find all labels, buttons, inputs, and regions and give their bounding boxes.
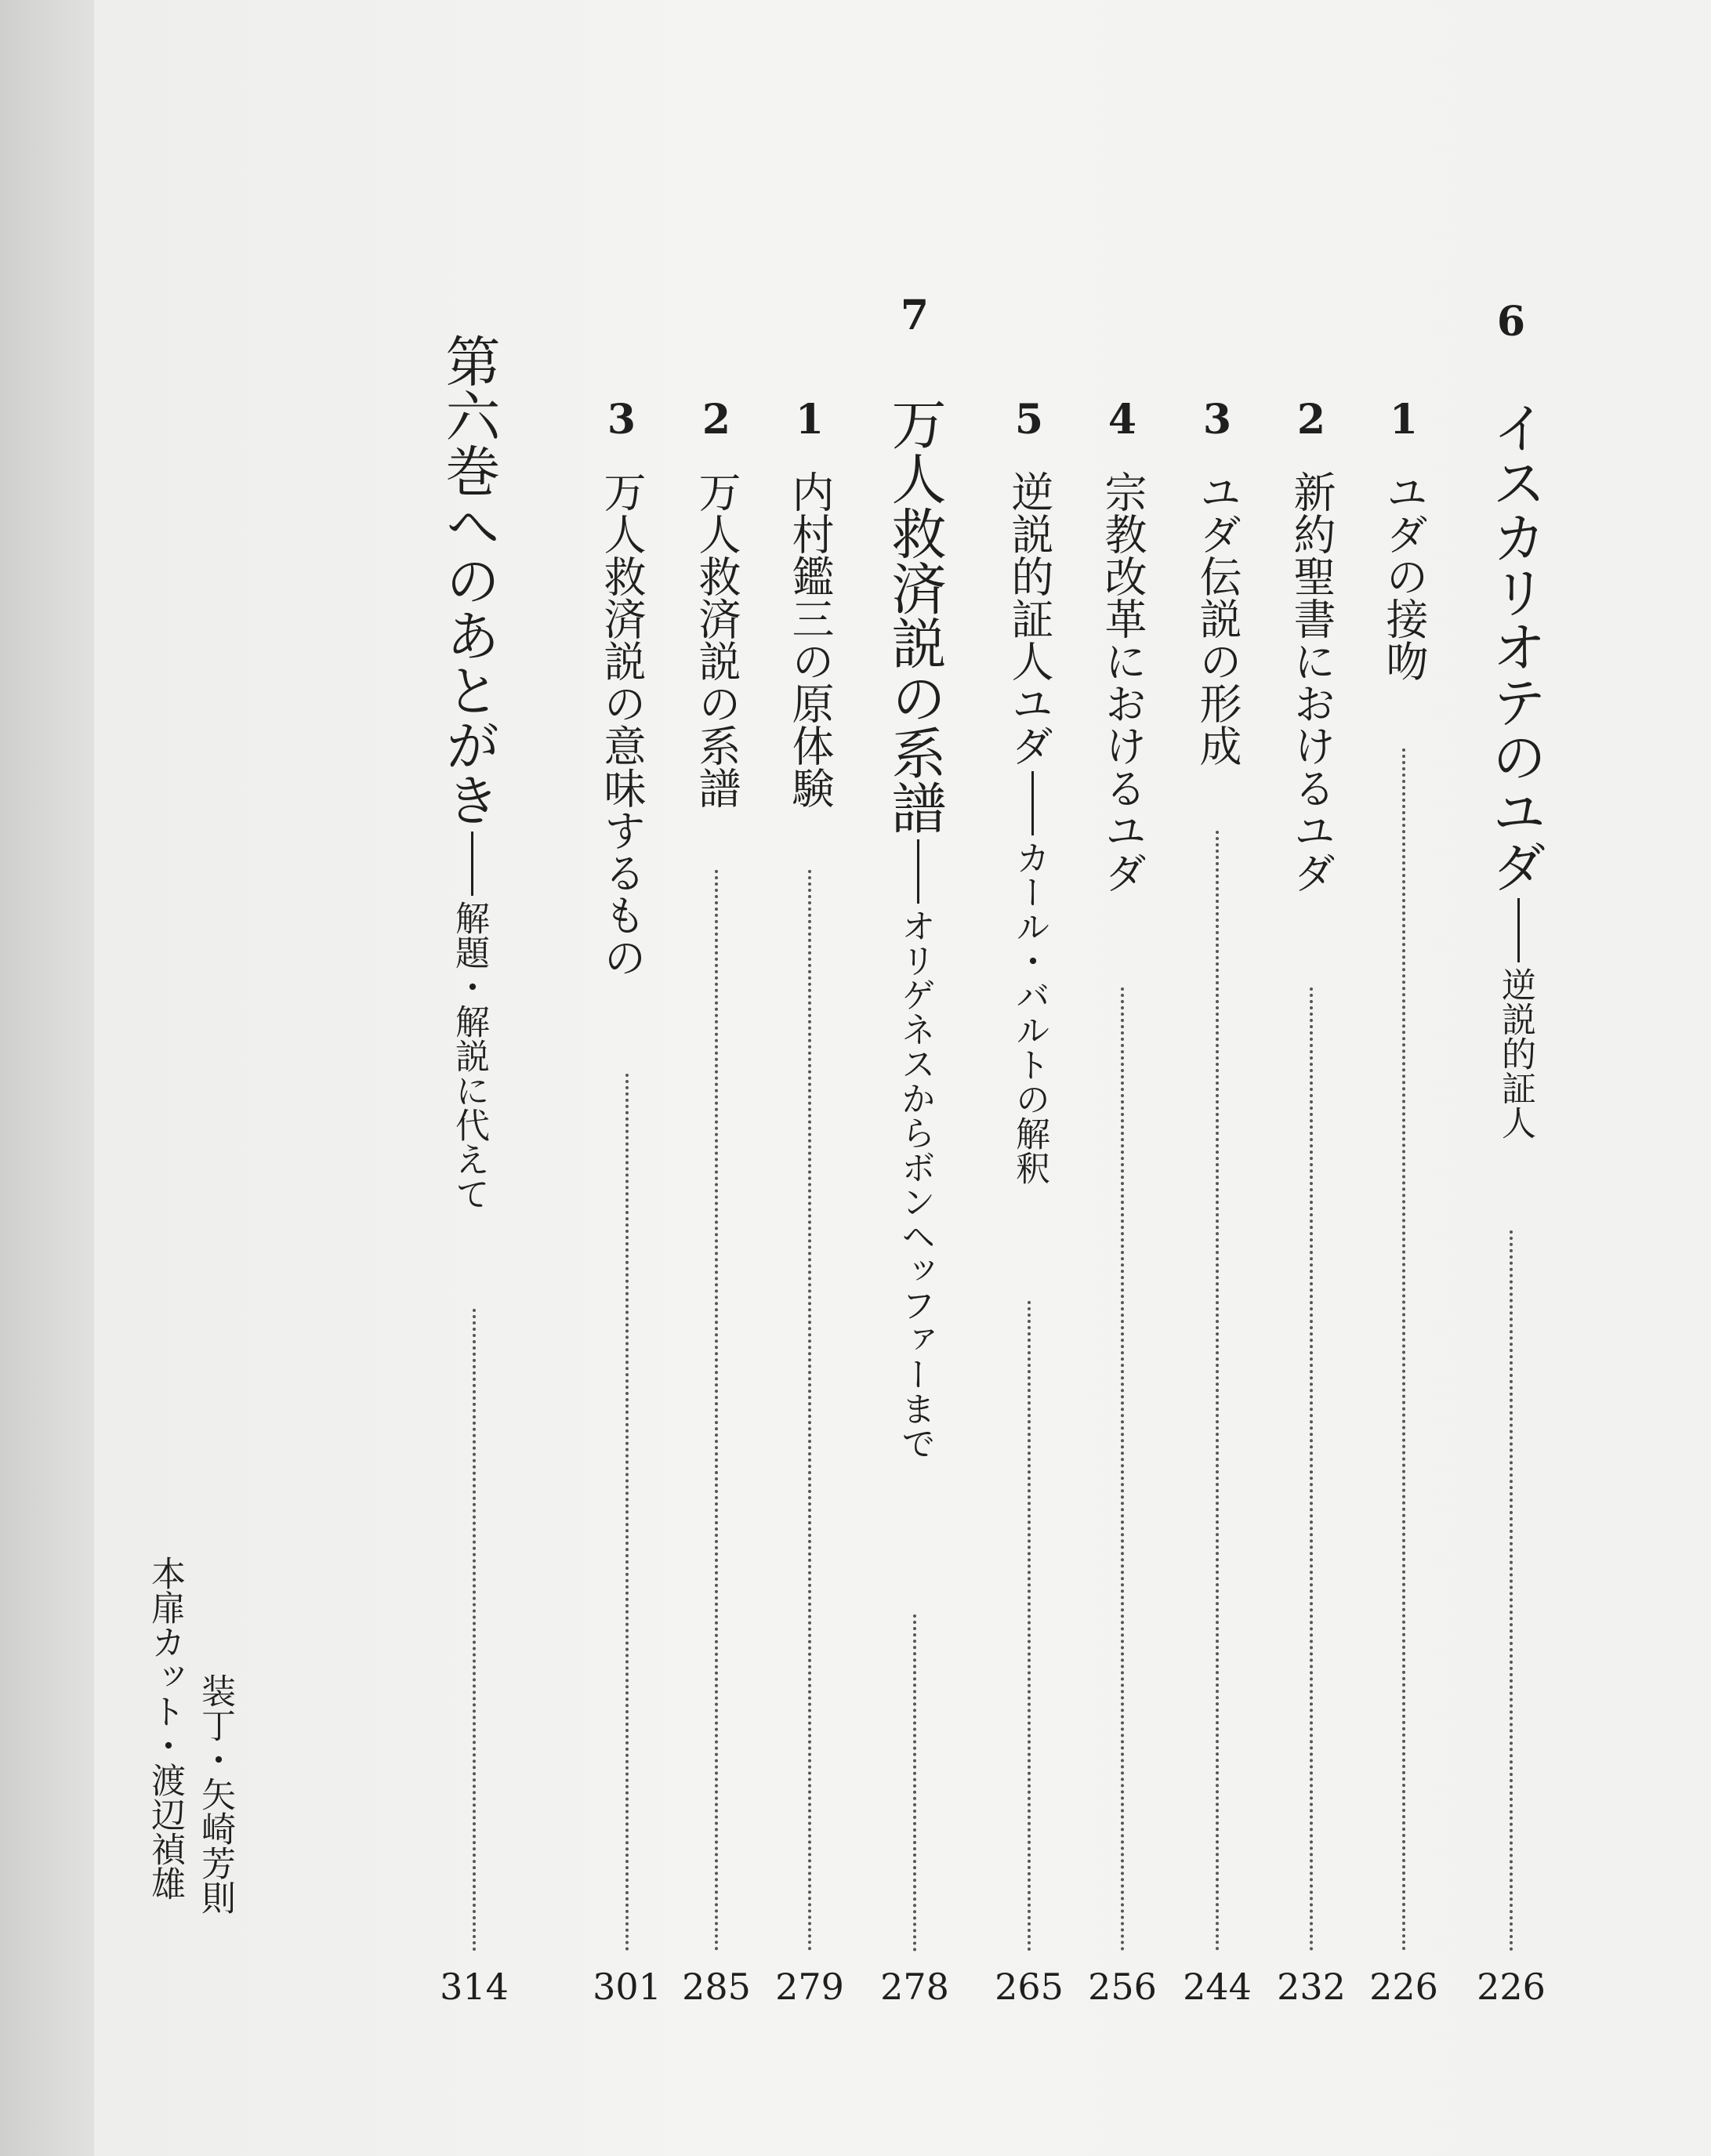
section-title: 新約聖書におけるユダ	[1287, 470, 1336, 893]
section-title: 内村鑑三の原体験	[785, 470, 835, 809]
section-number: 3	[607, 396, 636, 444]
chapter-number: 7	[900, 292, 930, 339]
afterword-title: 第六巻へのあとがき	[437, 333, 501, 827]
page-number: 265	[995, 1966, 1064, 2008]
illustration-credit: 本扉カット・渡辺禎雄	[145, 1556, 185, 1901]
section-title: 逆説的証人ユダ	[1005, 470, 1054, 766]
page-number: 314	[440, 1966, 509, 2008]
page-number: 278	[880, 1966, 949, 2008]
leader-dots	[1121, 987, 1124, 1951]
chapter-heading	[1483, 400, 1547, 1140]
page-number: 285	[682, 1966, 751, 2008]
section-number: 2	[1296, 396, 1326, 444]
section-number: 4	[1107, 396, 1137, 444]
chapter-number: 6	[1496, 298, 1526, 346]
page-number: 279	[775, 1966, 844, 2008]
em-dash	[1517, 898, 1520, 962]
design-credit: 装丁・矢崎芳則	[195, 1673, 235, 1915]
section-title: 宗教改革におけるユダ	[1098, 470, 1147, 893]
section-number: 5	[1014, 396, 1044, 444]
page-number: 226	[1369, 1966, 1438, 2008]
chapter-subtitle: 逆説的証人	[1495, 967, 1535, 1140]
page-number: 256	[1088, 1966, 1157, 2008]
leader-dots	[1028, 1301, 1031, 1951]
leader-dots	[1402, 748, 1405, 1951]
em-dash	[1031, 771, 1034, 835]
afterword-heading	[437, 333, 501, 1211]
section-title: 万人救済説の系譜	[692, 470, 741, 809]
section-title: ユダの接吻	[1379, 470, 1429, 682]
leader-dots	[1216, 831, 1219, 1951]
chapter-subtitle: オリゲネスからボンヘッファーまで	[895, 908, 935, 1460]
section-heading	[1005, 470, 1054, 1185]
section-subtitle: カール・バルトの解釈	[1010, 840, 1049, 1185]
section-number: 1	[795, 396, 825, 444]
section-title: ユダ伝説の形成	[1193, 470, 1242, 766]
page-gutter	[0, 0, 102, 2156]
section-number: 1	[1389, 396, 1419, 444]
page-number: 226	[1477, 1966, 1546, 2008]
leader-dots	[1310, 987, 1313, 1951]
page-number: 232	[1277, 1966, 1346, 2008]
leader-dots	[808, 870, 811, 1951]
section-title: 万人救済説の意味するもの	[597, 470, 647, 978]
chapter-title: 万人救済説の系譜	[883, 396, 947, 835]
leader-dots	[1510, 1230, 1513, 1951]
em-dash	[917, 839, 919, 904]
em-dash	[471, 832, 473, 896]
leader-dots	[715, 870, 718, 1951]
leader-dots	[625, 1074, 629, 1951]
chapter-title: イスカリオテのユダ	[1483, 400, 1547, 893]
chapter-heading	[883, 396, 947, 1460]
afterword-subtitle: 解題・解説に代えて	[449, 900, 489, 1211]
page-number: 244	[1183, 1966, 1252, 2008]
section-number: 3	[1202, 396, 1232, 444]
page-number: 301	[593, 1966, 662, 2008]
leader-dots	[913, 1614, 916, 1951]
section-number: 2	[701, 396, 731, 444]
leader-dots	[473, 1309, 476, 1951]
